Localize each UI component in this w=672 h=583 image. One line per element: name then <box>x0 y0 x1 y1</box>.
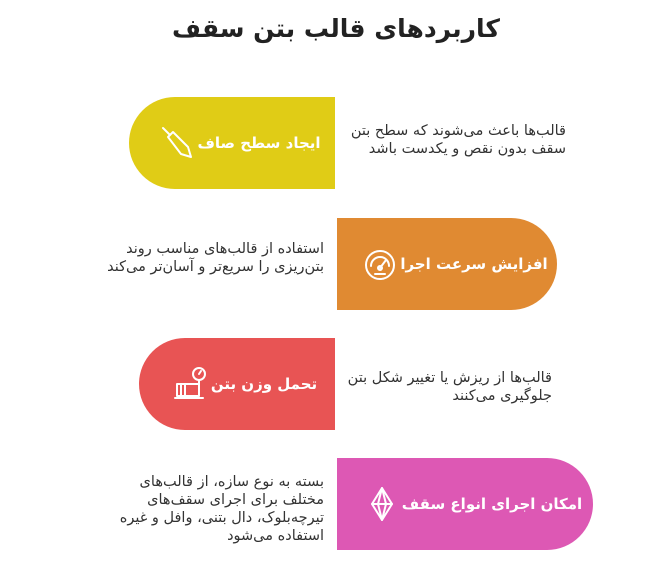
item-description: قالب‌ها باعث می‌شوند که سطح بتن سقف بدون نقص و یکدست باشد <box>350 123 566 157</box>
item-speed-up <box>337 218 557 310</box>
item-label: افزایش سرعت اجرا <box>400 255 548 273</box>
weight-scale-icon <box>171 364 211 404</box>
item-description: بسته به نوع سازه، از قالب‌های مختلف برای اجرای سقف‌های تیرچه‌بلوک، دال بتنی، وافل و غیره استفاده می‌شود <box>119 474 324 544</box>
page-title: کاربردهای قالب بتن سقف <box>172 14 500 43</box>
item-description: استفاده از قالب‌های مناسب روند بتن‌ریزی را سریع‌تر و آسان‌تر می‌کند <box>107 241 324 275</box>
item-bear-weight <box>139 338 335 430</box>
item-label: ایجاد سطح صاف <box>197 134 321 152</box>
item-label: تحمل وزن بتن <box>210 375 318 393</box>
trowel-icon <box>157 123 197 163</box>
item-roof-types <box>337 458 593 550</box>
item-smooth-surface <box>129 97 335 189</box>
item-label: امکان اجرای انواع سقف <box>401 495 583 513</box>
diamond-icon <box>362 484 402 524</box>
speedometer-icon <box>360 244 400 284</box>
item-description: قالب‌ها از ریزش یا تغییر شکل بتن جلوگیری می‌کنند <box>347 370 552 404</box>
